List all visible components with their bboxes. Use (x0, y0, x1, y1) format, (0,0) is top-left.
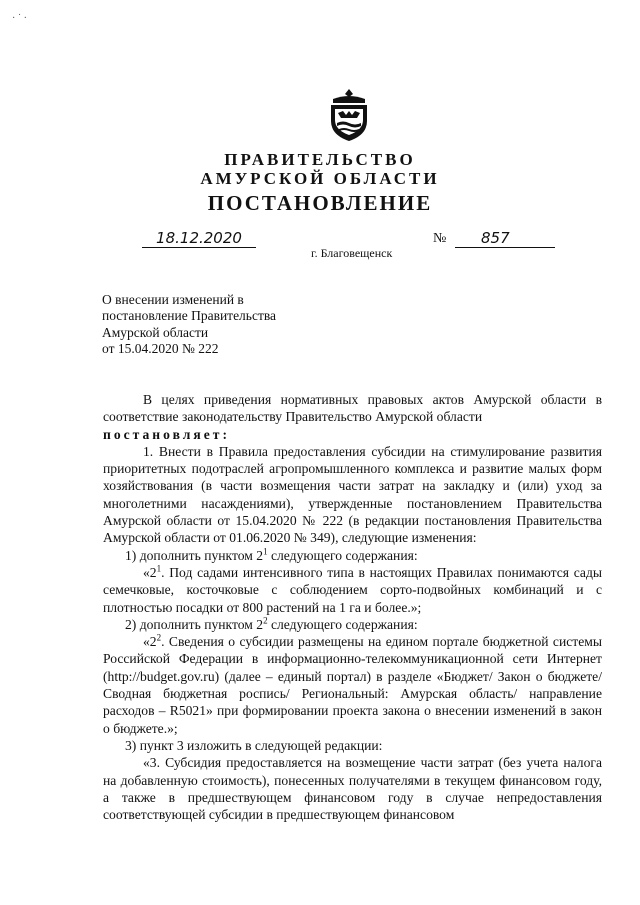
document-type-title: ПОСТАНОВЛЕНИЕ (207, 191, 433, 215)
item-1-paragraph: 1. Внести в Правила предоставления субсидии на стимулирование развития приоритетных подотраслей агропромышленного комплекса и развитие малых форм хозяйствования (в части возмещения части затрат на закладку и (или) уход за многолетними насаждениями), утвержденные постановлением Правительства Амурской области от 15.04.2020 № 222 (в редакции постановления Правительства Амурской области от 01.06.2020 № 349), следующие изменения: (103, 443, 602, 546)
subitem-1-tail: следующего содержания: (267, 547, 418, 563)
subject-line: постановление Правительства (102, 308, 277, 324)
scan-marks: · ˙ · (12, 13, 27, 24)
city-label: г. Благовещенск (311, 246, 393, 260)
document-date: 18.12.2020 (142, 231, 256, 248)
preamble-paragraph: В целях приведения нормативных правовых актов Амурской области в соответствие законодательству Правительство Амурской области (103, 392, 602, 425)
subitem-2-tail: следующего содержания: (267, 616, 418, 632)
quote-2-sup: 2 (156, 632, 162, 643)
subject-line: О внесении изменений в (102, 292, 244, 307)
subitem-2-text: 2) дополнить пунктом 2 (125, 616, 264, 632)
document-subject (102, 292, 276, 357)
quote-1-sup: 1 (156, 563, 162, 574)
document-body (103, 391, 602, 823)
subitem-1-paragraph (103, 547, 602, 564)
quote-1-start: «2 (143, 564, 157, 580)
quote-2-text: . Сведения о субсидии размещены на едином портале бюджетной системы Российской Федерации в информационно-телекоммуникационной сети Интернет (http://budget.gov.ru) (далее – единый портал) в разделе «Бюджет/ Закон о бюджете/ Сводная бюджетная роспись/ Региональный: Амурская область/ направление расходов – R5021» при формировании проекта закона о внесении изменений в закон о бюджете.»; (103, 634, 602, 736)
subject-line: Амурской области (102, 324, 209, 340)
decree-word: постановляет: (103, 426, 230, 442)
subitem-2-sup: 2 (263, 615, 268, 626)
subitem-2-paragraph (103, 616, 602, 633)
document-number (455, 231, 555, 248)
region-title: АМУРСКОЙ ОБЛАСТИ (200, 169, 440, 188)
decree-paragraph (103, 426, 602, 443)
quote-1-paragraph (103, 564, 602, 616)
quote-2-paragraph (103, 633, 602, 737)
quote-2-start: «2 (143, 634, 157, 650)
subitem-1-text: 1) дополнить пунктом 2 (125, 547, 264, 563)
quote-3-paragraph: «3. Субсидия предоставляется на возмещение части затрат (без учета налога на добавленную стоимость), понесенных получателями в текущем финансовом году, а также в предшествующем финансовом году в случае непредоставления соответствующей субсидии в предшествующем финансовом (103, 755, 602, 823)
quote-1-text: . Под садами интенсивного типа в настоящих Правилах понимаются сады семечковые, косточковые с соблюдением сорто-подвойных комбинаций и с плотностью посадки от 800 растений на 1 га и более.»; (103, 564, 602, 615)
document-number-value: 857 (481, 229, 510, 247)
subject-line: от 15.04.2020 № 222 (102, 340, 219, 356)
government-title: ПРАВИТЕЛЬСТВО (224, 150, 416, 169)
subitem-1-sup: 1 (263, 546, 268, 557)
number-label: № (433, 231, 447, 246)
subitem-3-paragraph: 3) пункт 3 изложить в следующей редакции: (125, 737, 383, 753)
coat-of-arms-icon (327, 87, 371, 143)
